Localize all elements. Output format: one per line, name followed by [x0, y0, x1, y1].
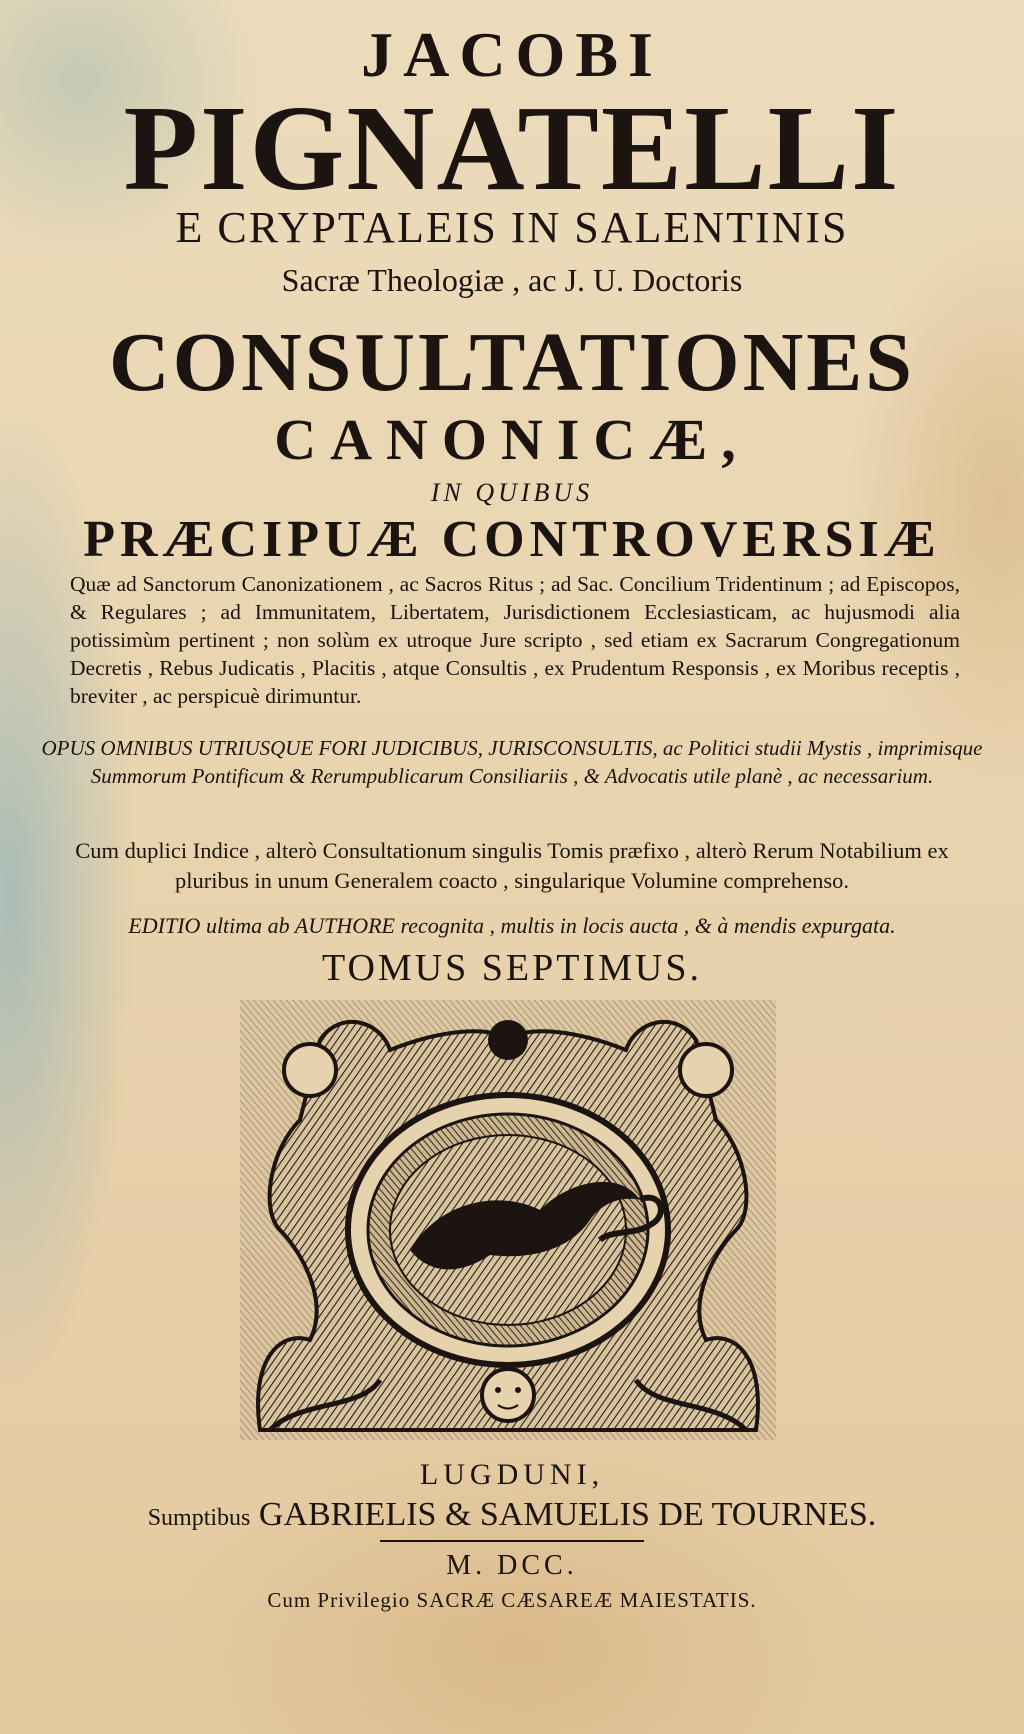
edition-line: EDITIO ultima ab AUTHORE recognita , multis in locis aucta , & à mendis expurgata. [128, 913, 896, 938]
in-quibus: IN QUIBUS [430, 478, 594, 507]
volume-line: TOMUS SEPTIMUS. [321, 947, 703, 989]
subject-heading: PRÆCIPUÆ CONTROVERSIÆ [83, 511, 941, 568]
imprint-publisher-line [0, 1496, 1024, 1534]
author-origin: E CRYPTALEIS IN SALENTINIS [175, 203, 849, 252]
author-surname: PIGNATELLI [123, 81, 901, 216]
publisher-name: GABRIELIS & SAMUELIS DE TOURNES. [258, 1496, 877, 1533]
work-title-line-2: CANONICÆ, [274, 407, 750, 472]
author-degree: Sacræ Theologiæ , ac J. U. Doctoris [281, 262, 743, 298]
imprint-place: LUGDUNI, [419, 1458, 605, 1491]
indices-paragraph: Cum duplici Indice , alterò Consultationum singulis Tomis præfixo , alterò Rerum Notabilium ex pluribus in unum Generalem coacto , singularique Volumine comprehenso. [75, 838, 949, 893]
imprint-rule [380, 1540, 644, 1542]
work-title-line-1: CONSULTATIONES [108, 316, 916, 409]
imprint-year: M. DCC. [446, 1550, 578, 1581]
printer-device-salamander-icon [240, 1000, 776, 1440]
description-paragraph: Quæ ad Sanctorum Canonizationem , ac Sacros Ritus ; ad Sac. Concilium Tridentinum ; ad Episcopos, & Regulares ; ad Immunitatem, Libertatem, Jurisdictionem Ecclesiasticam, ac hujusmodi alia potissimùm pertinent ; non solùm ex utroque Jure scripto , sed etiam ex Sacrarum Congregationum Decretis , Rebus Judicatis , Placitis , atque Consultis , ex Prudentum Responsis , ex Moribus receptis , breviter , ac perspicuè dirimuntur. [70, 572, 960, 708]
publisher-prefix: Sumptibus [147, 1505, 251, 1531]
audience-paragraph: OPUS OMNIBUS UTRIUSQUE FORI JUDICIBUS, JURISCONSULTIS, ac Politici studii Mystis , imprimisque Summorum Pontificum & Rerumpublicarum Consiliariis , & Advocatis utile planè , ac necessarium. [41, 736, 983, 788]
author-forename: JACOBI [361, 19, 663, 90]
privilege-line: Cum Privilegio SACRÆ CÆSAREÆ MAIESTATIS. [267, 1588, 757, 1612]
